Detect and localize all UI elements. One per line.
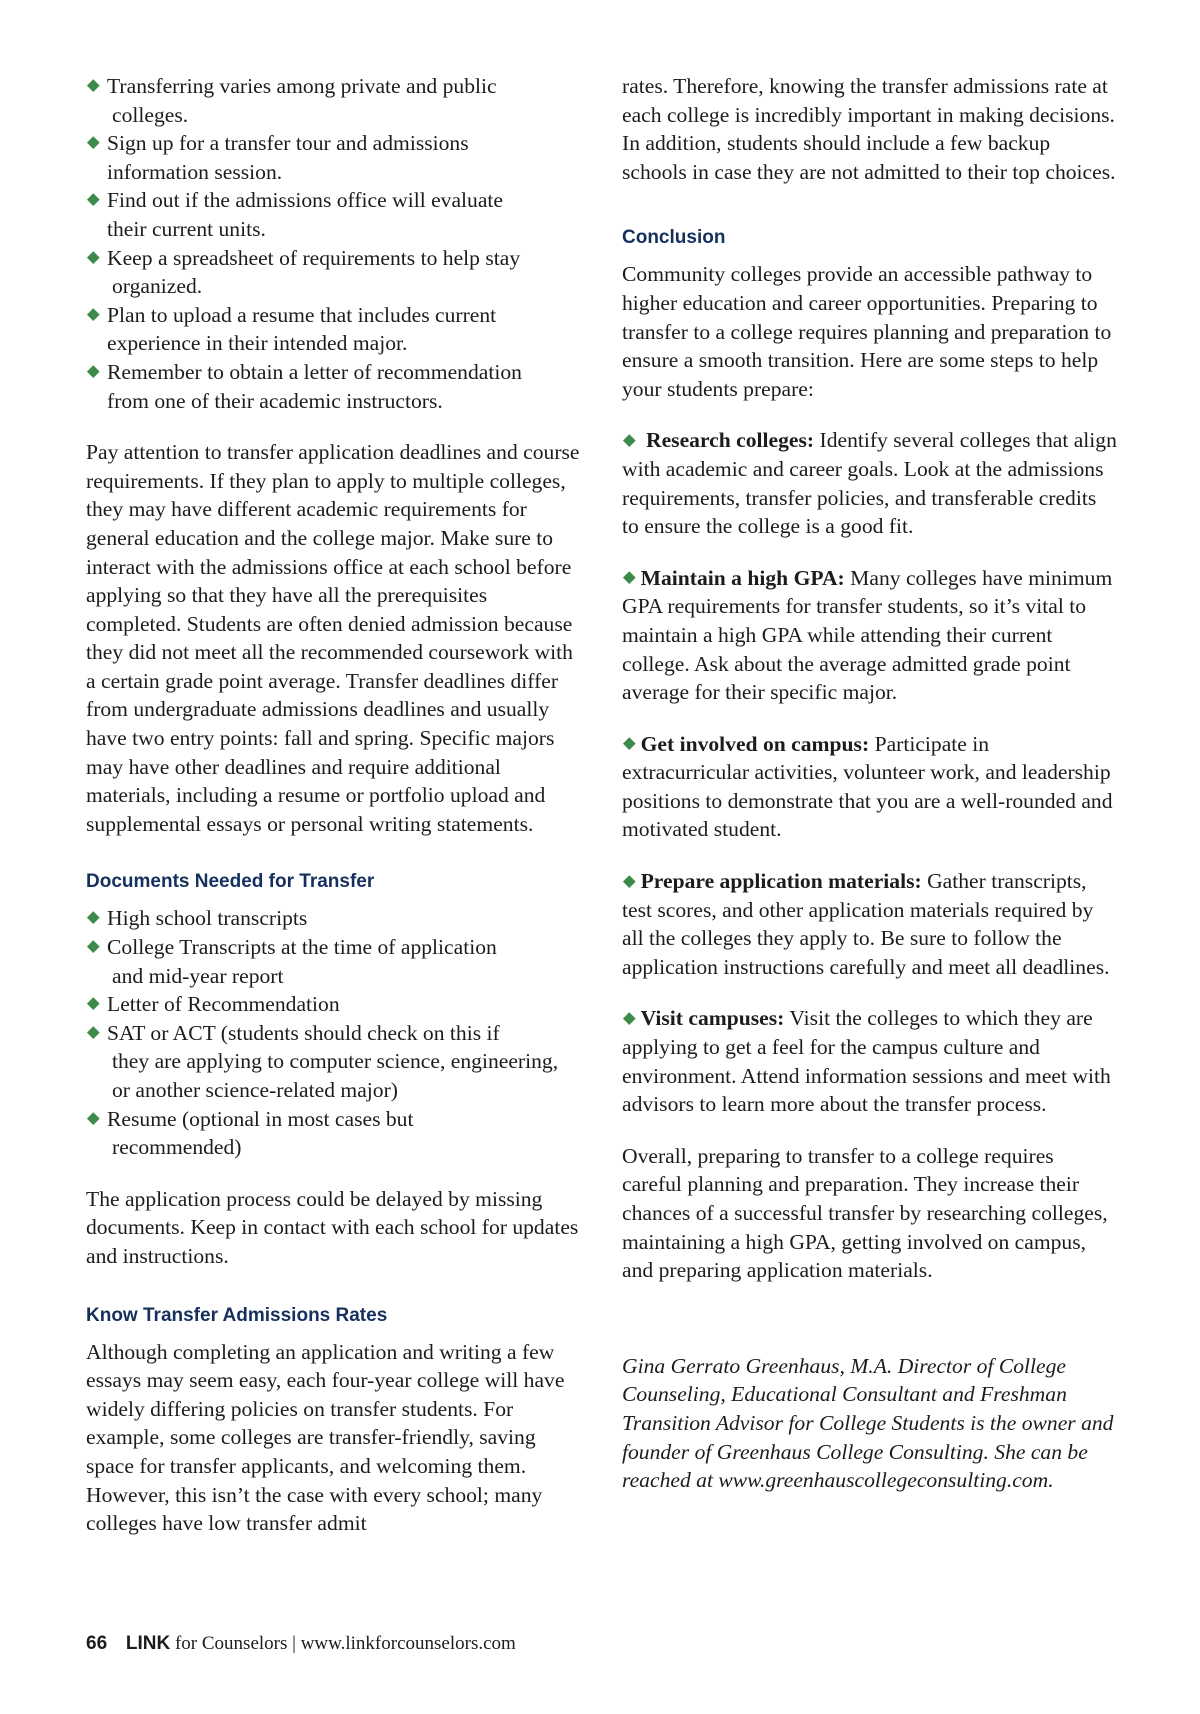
list-item-text: Resume (optional in most cases but	[107, 1106, 414, 1131]
deadlines-paragraph: Pay attention to transfer application deadlines and course requirements. If they plan to apply to multiple colleges, they may have different academic requirements for general education and the college major. Make sure to interact with the admissions office at each school before applying so that they have all the prerequisites completed. Students are often denied admission because they did not meet all the recommended coursework with a certain grade point average. Transfer deadlines differ from undergraduate admissions deadlines and usually have two entry points: fall and spring. Specific majors may have other deadlines and require additional materials, including a resume or portfolio upload and supplemental essays or personal writing statements.	[86, 440, 580, 836]
list-item	[86, 358, 586, 415]
diamond-bullet-icon	[87, 997, 99, 1009]
step-title: Visit campuses:	[640, 1006, 785, 1031]
author-byline: Gina Gerrato Greenhaus, M.A. Director of College Counseling, Educational Consultant and Freshman Transition Advisor for College Students is the owner and founder of Greenhaus College Consulting. She can be reached at www.greenhauscollegeconsulting.com.	[622, 1353, 1114, 1493]
list-item-text: Plan to upload a resume that includes current	[107, 302, 497, 327]
list-item	[86, 129, 586, 186]
diamond-bullet-icon	[623, 434, 635, 446]
list-item-text-cont: they are applying to computer science, engineering, or another science-related major)	[112, 1049, 559, 1102]
step-visit	[622, 1004, 1118, 1118]
list-item	[86, 990, 586, 1019]
delay-paragraph: The application process could be delayed by missing documents. Keep in contact with each school for updates and instructions.	[86, 1186, 579, 1268]
list-item	[86, 933, 586, 990]
left-column	[86, 72, 586, 1538]
diamond-bullet-icon	[87, 940, 99, 952]
diamond-bullet-icon	[623, 572, 635, 584]
list-item	[86, 72, 586, 129]
diamond-bullet-icon	[87, 194, 99, 206]
list-item-text: Transferring varies among private and public	[107, 74, 497, 98]
step-text: Participate in extracurricular activities, volunteer work, and leadership positions to demonstrate that you are a well-rounded and motivated student.	[622, 731, 1113, 842]
page-footer	[86, 1632, 516, 1656]
diamond-bullet-icon	[87, 912, 99, 924]
diamond-bullet-icon	[87, 1112, 99, 1124]
step-text: Gather transcripts, test scores, and other application materials required by all the colleges they apply to. Be sure to follow the application instructions carefully and meet all deadlines.	[622, 869, 1110, 979]
publication-name: for Counselors	[174, 1633, 288, 1654]
diamond-bullet-icon	[623, 1012, 635, 1024]
diamond-bullet-icon	[87, 251, 99, 263]
list-item	[86, 244, 586, 301]
brand-name: LINK	[125, 1633, 171, 1654]
list-item-text-cont: experience in their intended major.	[107, 331, 408, 356]
diamond-bullet-icon	[623, 875, 635, 887]
diamond-bullet-icon	[87, 79, 99, 91]
list-item	[86, 186, 586, 243]
list-item	[86, 1019, 586, 1105]
diamond-bullet-icon	[87, 1026, 99, 1038]
list-item-text: College Transcripts at the time of application	[107, 935, 497, 960]
list-item	[86, 904, 586, 933]
step-research	[622, 426, 1118, 540]
step-text: Identify several colleges that align with academic and career goals. Look at the admissions requirements, transfer policies, and transferable credits to ensure the college is a good fit.	[622, 428, 1117, 539]
list-item-text: Sign up for a transfer tour and admissions	[107, 131, 469, 156]
list-item-text: Find out if the admissions office will evaluate	[107, 188, 504, 213]
list-item-text-cont: information session.	[107, 159, 283, 184]
step-text: Visit the colleges to which they are applying to get a feel for the campus culture and environment. Attend information sessions and meet with advisors to learn more about the transfer process.	[622, 1006, 1111, 1117]
list-item-text-cont: their current units.	[107, 216, 266, 241]
list-item-text-cont: recommended)	[112, 1135, 242, 1160]
list-item-text: Keep a spreadsheet of requirements to help stay	[107, 245, 521, 270]
documents-heading: Documents Needed for Transfer	[86, 871, 375, 893]
diamond-bullet-icon	[87, 365, 99, 377]
diamond-bullet-icon	[87, 136, 99, 148]
step-materials	[622, 867, 1118, 981]
right-column	[622, 72, 1118, 1495]
footer-url[interactable]: www.linkforcounselors.com	[300, 1633, 516, 1654]
list-item-text-cont: from one of their academic instructors.	[107, 388, 443, 413]
conclusion-heading: Conclusion	[622, 227, 726, 249]
conclusion-paragraph: Community colleges provide an accessible pathway to higher education and career opportunities. Preparing to transfer to a college requires planning and preparation to ensure a smooth transition. Here are some steps to help your students prepare:	[622, 262, 1112, 401]
list-item	[86, 301, 586, 358]
rates-paragraph-continued: rates. Therefore, knowing the transfer admissions rate at each college is incredibly important in making decisions. In addition, students should include a few backup schools in case they are not admitted to their top choices.	[622, 74, 1116, 184]
rates-heading: Know Transfer Admissions Rates	[86, 1304, 388, 1326]
transfer-tips-list	[86, 72, 586, 415]
diamond-bullet-icon	[623, 738, 635, 750]
page-number: 66	[86, 1633, 108, 1654]
list-item-text: SAT or ACT (students should check on this if	[107, 1020, 500, 1045]
step-title: Get involved on campus:	[640, 731, 870, 756]
step-involved	[622, 730, 1118, 844]
step-gpa	[622, 564, 1118, 707]
list-item-text-cont: colleges.	[112, 102, 189, 127]
list-item	[86, 1105, 586, 1162]
diamond-bullet-icon	[87, 308, 99, 320]
list-item-text: Letter of Recommendation	[107, 992, 340, 1017]
overall-paragraph: Overall, preparing to transfer to a college requires careful planning and preparation. They increase their chances of a successful transfer by researching colleges, maintaining a high GPA, getting involved on campus, and preparing application materials.	[622, 1143, 1108, 1283]
list-item-text: High school transcripts	[107, 906, 308, 931]
step-title: Prepare application materials:	[640, 869, 922, 894]
list-item-text: Remember to obtain a letter of recommendation	[107, 359, 522, 384]
list-item-text-cont: and mid-year report	[112, 963, 284, 988]
list-item-text-cont: organized.	[112, 274, 203, 299]
step-title: Maintain a high GPA:	[640, 565, 845, 590]
step-text: Many colleges have minimum GPA requirements for transfer students, so it’s vital to maintain a high GPA while attending their current college. Ask about the average admitted grade point average for their specific major.	[622, 565, 1113, 705]
step-title: Research colleges:	[646, 428, 815, 453]
footer-separator: |	[292, 1633, 296, 1654]
rates-paragraph: Although completing an application and writing a few essays may seem easy, each four-year college will have widely differing policies on transfer students. For example, some colleges are transfer-friendly, saving space for transfer applicants, and welcoming them. However, this isn’t the case with every school; many colleges have low transfer admit	[86, 1339, 565, 1536]
documents-list	[86, 904, 586, 1161]
